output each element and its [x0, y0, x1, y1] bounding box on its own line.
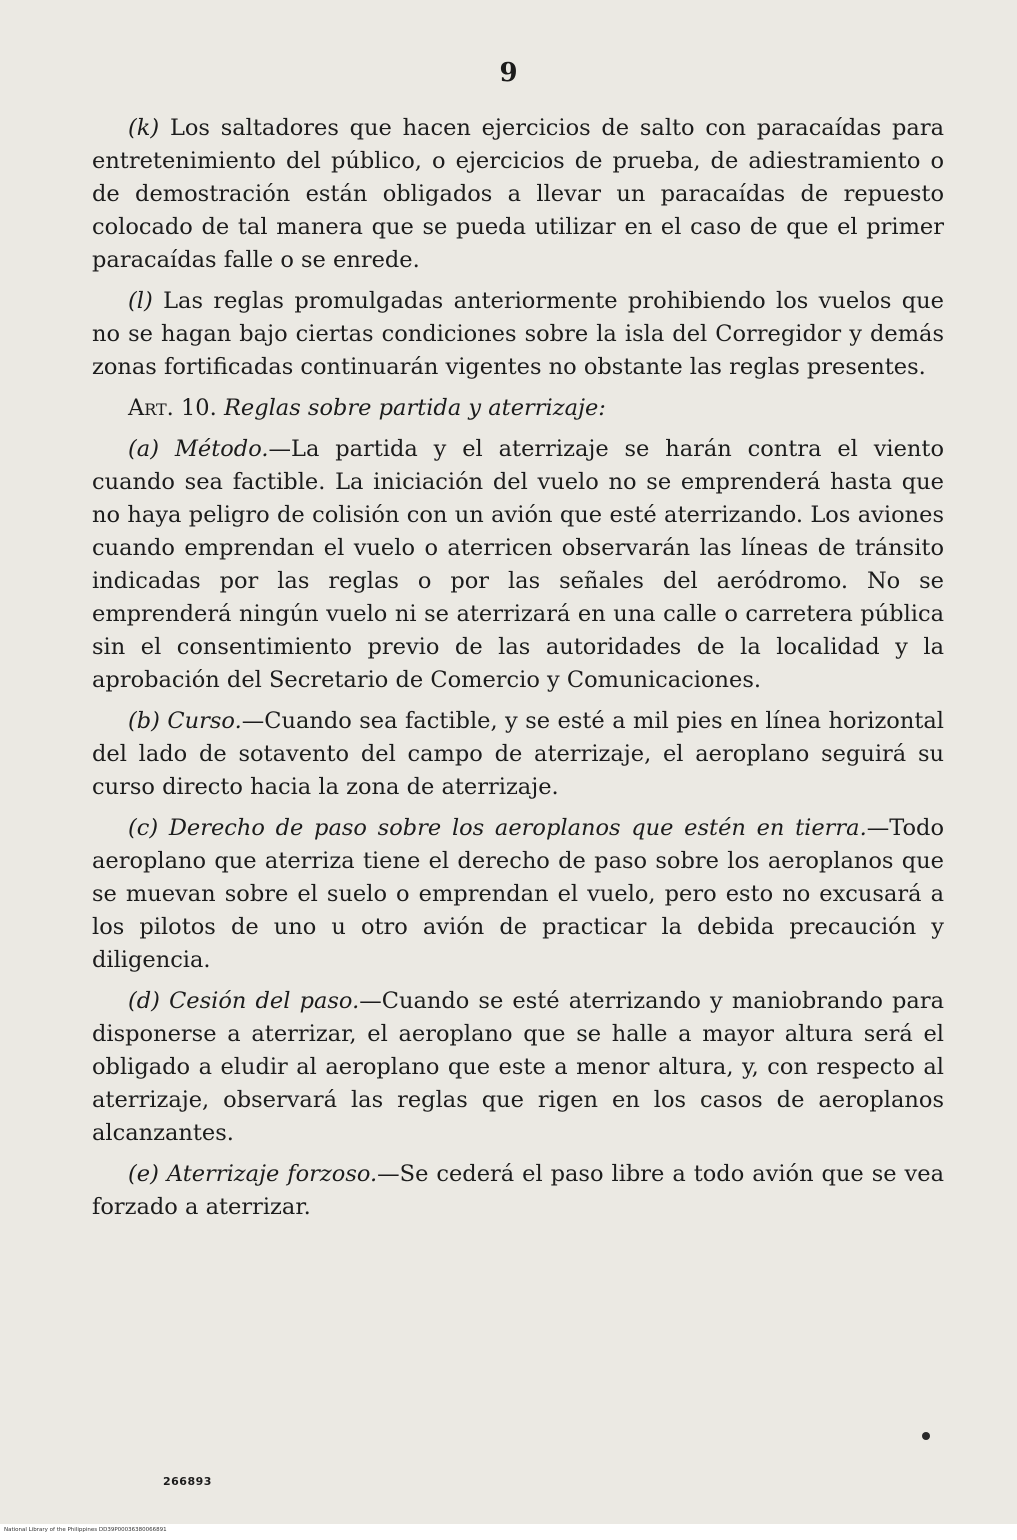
printer-code: 266893: [163, 1475, 212, 1488]
paragraph-c: [92, 812, 944, 977]
page-number: 9: [499, 58, 518, 88]
paragraph-text: Los saltadores que hacen ejercicios de salto con paracaídas para entretenimiento del público, o ejercicios de prueba, de adiestramiento o de demostración están obligados a llevar un paracaídas de repuesto colocado de tal manera que se pueda utilizar en el caso de que el primer paracaídas falle o se enrede.: [92, 115, 944, 273]
body-text: [92, 112, 944, 1224]
paragraph-a: [92, 433, 944, 697]
paragraph-heading: Aterrizaje forzoso.: [166, 1161, 378, 1187]
scan-caption: National Library of the Philippines DD39P00036380066891: [4, 1527, 167, 1533]
paragraph-text: —Cuando se esté aterrizando y maniobrando para disponerse a aterrizar, el aeroplano que se halle a mayor altura será el obligado a eludir al aeroplano que este a menor altura, y, con respecto al aterrizaje, observará las reglas que rigen en los casos de aeroplanos alcanzantes.: [92, 988, 944, 1146]
paragraph-label: (k): [128, 115, 160, 141]
paragraph-label: (b): [128, 708, 160, 734]
paragraph-label: (e): [128, 1161, 159, 1187]
paragraph-text: —Se cederá el paso libre a todo avión que se vea forzado a aterrizar.: [92, 1161, 944, 1220]
paragraph-e: [92, 1158, 944, 1224]
paragraph-text: —Todo aeroplano que aterriza tiene el derecho de paso sobre los aeroplanos que se muevan sobre el suelo o emprendan el vuelo, pero esto no excusará a los pilotos de uno u otro avión de practicar la debida precaución y diligencia.: [92, 815, 944, 973]
paragraph-b: [92, 705, 944, 804]
paragraph-label: (a): [128, 436, 159, 462]
paragraph-heading: Método.: [174, 436, 269, 462]
paragraph-k: [92, 112, 944, 277]
paragraph-d: [92, 985, 944, 1150]
paragraph-heading: Derecho de paso sobre los aeroplanos que estén en tierra.: [168, 815, 867, 841]
paragraph-text: Las reglas promulgadas anteriormente prohibiendo los vuelos que no se hagan bajo ciertas condiciones sobre la isla del Corregidor y demás zonas fortificadas continuarán vigentes no obstante las reglas presentes.: [92, 288, 944, 380]
ink-dot-mark: [922, 1432, 930, 1440]
article-heading: [92, 392, 944, 425]
paragraph-text: —Cuando sea factible, y se esté a mil pies en línea horizontal del lado de sotavento del campo de aterrizaje, el aeroplano seguirá su curso directo hacia la zona de aterrizaje.: [92, 708, 944, 800]
paragraph-heading: Cesión del paso.: [169, 988, 360, 1014]
paragraph-heading: Curso.: [167, 708, 242, 734]
scan-footer-bar: [0, 1524, 1017, 1540]
article-label: Art. 10.: [128, 395, 217, 421]
article-title: Reglas sobre partida y aterrizaje:: [223, 395, 606, 421]
paragraph-label: (c): [128, 815, 159, 841]
paragraph-l: [92, 285, 944, 384]
paragraph-text: —La partida y el aterrizaje se harán contra el viento cuando sea factible. La iniciación del vuelo no se emprenderá hasta que no haya peligro de colisión con un avión que esté aterrizando. Los aviones cuando emprendan el vuelo o aterricen observarán las líneas de tránsito indicadas por las reglas o por las señales del aeródromo. No se emprenderá ningún vuelo ni se aterrizará en una calle o carretera pública sin el consentimiento previo de las autoridades de la localidad y la aprobación del Secretario de Comercio y Comunicaciones.: [92, 436, 944, 693]
paragraph-label: (d): [128, 988, 160, 1014]
paragraph-label: (l): [128, 288, 153, 314]
